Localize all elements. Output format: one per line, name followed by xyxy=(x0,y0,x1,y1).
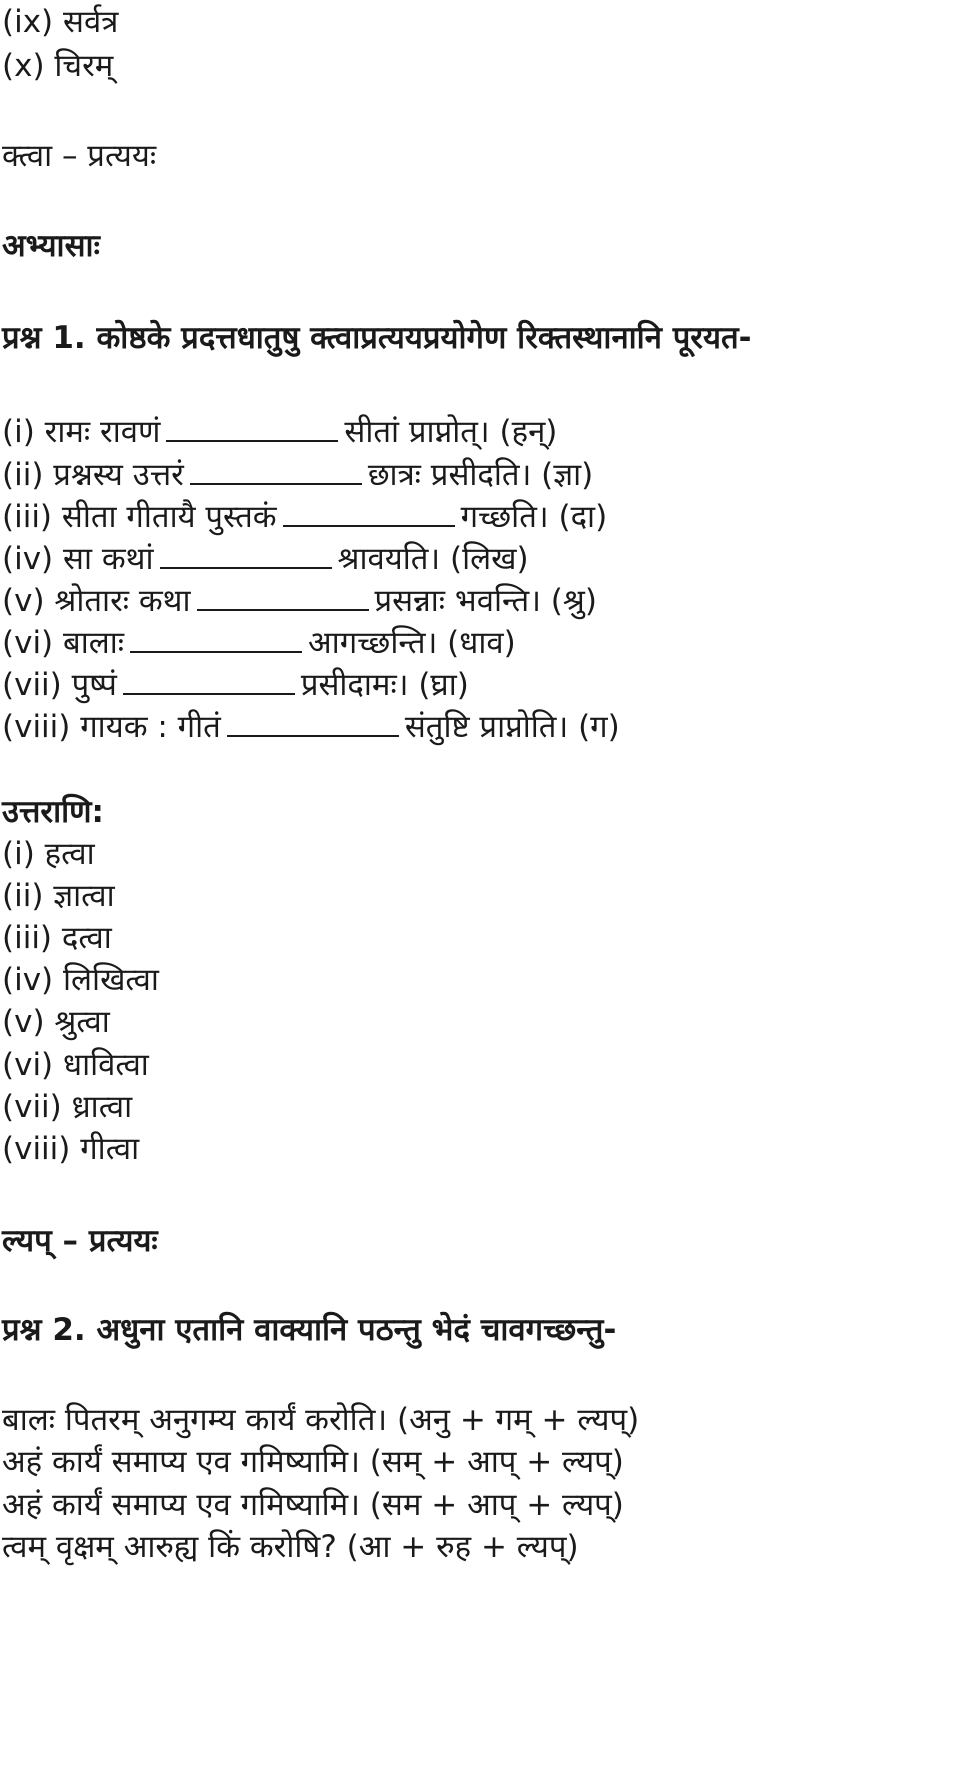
item-text-before: (vi) बालाः xyxy=(2,625,125,661)
section-heading-ktva: क्त्वा – प्रत्ययः xyxy=(2,138,157,174)
item-text-before: (i) रामः रावणं xyxy=(2,414,161,450)
item-text-before: (viii) गायक : गीतं xyxy=(2,709,221,745)
fill-blank xyxy=(160,537,332,569)
answer-item: (ii) ज्ञात्वा xyxy=(2,878,115,914)
question-2-sentence: बालः पितरम् अनुगम्य कार्यं करोति। (अनु + गम् + ल्यप्) xyxy=(2,1402,640,1438)
question-1-item xyxy=(2,705,620,747)
fill-blank xyxy=(130,621,302,653)
item-text-after: श्रावयति। (लिख) xyxy=(337,541,529,577)
answer-item: (i) हत्वा xyxy=(2,836,95,872)
item-text-before: (vii) पुष्पं xyxy=(2,667,117,703)
answer-item: (viii) गीत्वा xyxy=(2,1131,140,1167)
section-heading-abhyasa: अभ्यासाः xyxy=(2,228,100,264)
question-1-item xyxy=(2,453,593,495)
question-1-title: प्रश्न 1. कोष्ठके प्रदत्तधातुषु क्त्वाप्रत्ययप्रयोगेण रिक्तस्थानानि पूरयत- xyxy=(2,320,752,356)
question-1-item xyxy=(2,663,469,705)
question-1-item xyxy=(2,537,529,579)
section-heading-lyap: ल्यप् – प्रत्ययः xyxy=(2,1223,158,1259)
fill-blank xyxy=(283,495,455,527)
question-2-sentence: अहं कार्यं समाप्य एव गमिष्यामि। (सम + आप् + ल्यप्) xyxy=(2,1487,624,1523)
answer-item: (vii) ध्रात्वा xyxy=(2,1089,133,1125)
answer-item: (v) श्रुत्वा xyxy=(2,1004,110,1040)
answer-item: (iii) दत्वा xyxy=(2,920,112,956)
question-2-sentence: अहं कार्यं समाप्य एव गमिष्यामि। (सम् + आप् + ल्यप्) xyxy=(2,1444,624,1480)
item-text-before: (ii) प्रश्नस्य उत्तरं xyxy=(2,457,184,493)
question-2-sentence: त्वम् वृक्षम् आरुह्य किं करोषि? (आ + रुह + ल्यप्) xyxy=(2,1529,579,1565)
question-1-item xyxy=(2,579,597,621)
item-text-after: प्रसन्नाः भवन्ति। (श्रु) xyxy=(374,583,597,619)
item-text-before: (iii) सीता गीतायै पुस्तकं xyxy=(2,499,277,535)
item-text-before: (iv) सा कथां xyxy=(2,541,154,577)
item-text-after: आगच्छन्ति। (धाव) xyxy=(308,625,516,661)
answer-item: (iv) लिखित्वा xyxy=(2,962,159,998)
question-1-item xyxy=(2,410,557,452)
item-text-after: गच्छति। (दा) xyxy=(460,499,608,535)
item-text-after: सीतां प्राप्नोत्। (हन्) xyxy=(344,414,558,450)
question-1-item xyxy=(2,621,516,663)
item-text-before: (v) श्रोतारः कथा xyxy=(2,583,191,619)
fill-blank xyxy=(123,663,295,695)
fill-blank xyxy=(197,579,369,611)
item-text-after: छात्रः प्रसीदति। (ज्ञा) xyxy=(367,457,594,493)
list-item: (ix) सर्वत्र xyxy=(2,4,119,40)
fill-blank xyxy=(166,410,338,442)
list-item: (x) चिरम् xyxy=(2,48,114,84)
item-text-after: संतुष्टि प्राप्नोति। (ग) xyxy=(404,709,620,745)
item-text-after: प्रसीदामः। (घ्रा) xyxy=(300,667,469,703)
fill-blank xyxy=(190,453,362,485)
question-2-title: प्रश्न 2. अधुना एतानि वाक्यानि पठन्तु भेदं चावगच्छन्तु- xyxy=(2,1312,617,1348)
fill-blank xyxy=(227,705,399,737)
answer-item: (vi) धावित्वा xyxy=(2,1047,149,1083)
answers-heading: उत्तराणि: xyxy=(2,794,104,830)
question-1-item xyxy=(2,495,607,537)
